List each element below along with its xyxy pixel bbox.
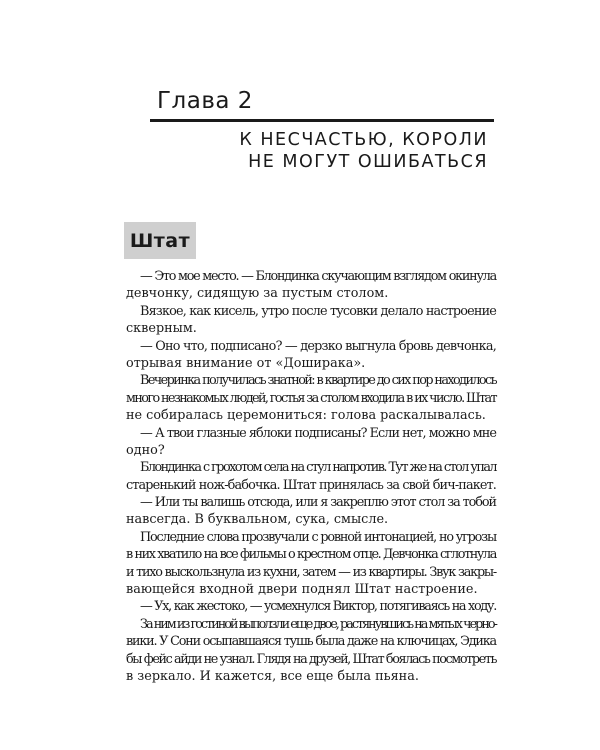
- chapter-divider: [150, 119, 494, 122]
- section-title-badge: [124, 222, 196, 259]
- body-line: и тихо выскользнула из кухни, затем — из квартиры. Звук закры-: [126, 564, 496, 580]
- body-text: [126, 268, 496, 685]
- chapter-subtitle: [168, 129, 488, 173]
- body-line: вики. У Сони осыпавшаяся тушь была даже на ключицах, Эдика: [126, 634, 496, 650]
- body-line: Вязкое, как кисель, утро после тусовки делало настроение: [140, 303, 496, 319]
- chapter-subtitle-line: К НЕСЧАСТЬЮ, КОРОЛИ: [239, 130, 488, 150]
- body-line: не собиралась церемониться: голова раскалывалась.: [126, 408, 486, 424]
- body-line: старенький нож-бабочка. Штат принялась за свой бич-пакет.: [126, 477, 496, 493]
- body-line: Последние слова прозвучали с ровной интонацией, но угрозы: [140, 529, 496, 545]
- body-line: скверным.: [126, 321, 197, 337]
- body-line: в зеркало. И кажется, все еще была пьяна.: [126, 668, 419, 684]
- body-line: — Это мое место. — Блондинка скучающим взглядом окинула: [140, 269, 496, 284]
- chapter-heading: Глава 2: [157, 88, 253, 114]
- body-line: отрывая внимание от «Доширака».: [126, 355, 366, 371]
- body-line: бы фейс айди не узнал. Глядя на друзей, Штат боялась посмотреть: [126, 651, 496, 667]
- body-line: — Или ты валишь отсюда, или я закреплю этот стол за тобой: [140, 495, 496, 511]
- body-line: — Оно что, подписано? — дерзко выгнула бровь девчонка,: [140, 338, 496, 354]
- body-line: девчонку, сидящую за пустым столом.: [126, 286, 389, 302]
- body-line: навсегда. В буквальном, сука, смысле.: [126, 512, 389, 528]
- section-title: Штат: [129, 229, 191, 252]
- body-line: — Ух, как жестоко, — усмехнулся Виктор, потягиваясь на ходу.: [140, 599, 496, 615]
- body-line: много незнакомых людей, гостья за столом входила в их число. Штат: [126, 390, 496, 406]
- body-line: в них хватило на все фильмы о крестном отце. Девчонка сглотнула: [126, 547, 496, 563]
- chapter-subtitle-line: НЕ МОГУТ ОШИБАТЬСЯ: [248, 152, 488, 172]
- body-line: За ним из гостиной выползли еще двое, растянувшись на мятых черно-: [140, 616, 496, 632]
- body-line: Вечеринка получилась знатной: в квартире до сих пор находилось: [140, 373, 496, 389]
- body-line: вающейся входной двери поднял Штат настроение.: [126, 582, 478, 598]
- body-line: — А твои глазные яблоки подписаны? Если нет, можно мне: [140, 425, 496, 441]
- body-line: Блондинка с грохотом села на стул напротив. Тут же на стол упал: [140, 460, 497, 476]
- body-line: одно?: [126, 442, 165, 458]
